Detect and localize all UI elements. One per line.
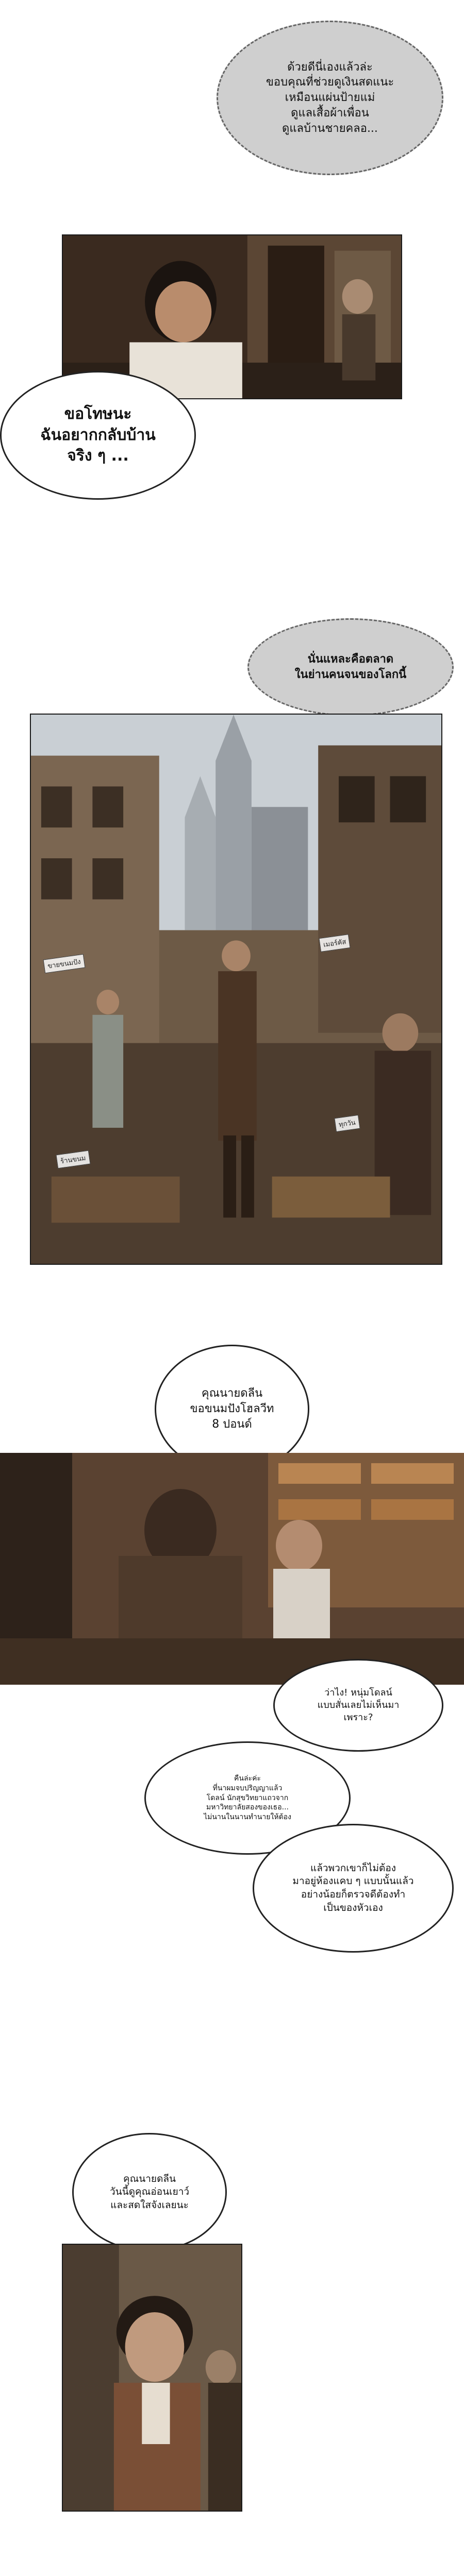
- market-street-illustration: [31, 715, 441, 1264]
- panel-bakery-counter: [0, 1453, 464, 1685]
- speech-bubble-2: [0, 371, 196, 500]
- speech-bubble-3: [247, 618, 454, 716]
- sfx-label-2: เมอร์คัส: [319, 934, 351, 952]
- speech-text-3: นั่นแหละคือตลาด ในย่านคนจนของโลกนี้: [294, 653, 407, 681]
- speech-text-7: แล้วพวกเขาก็ไม่ต้อง มาอยู่ห้องแคบ ๆ แบบนั้นแล้ว อย่างน้อยก็ตรวจดีต้องทำ เป็นของหัวเอง: [292, 1862, 414, 1913]
- speech-text-4: คุณนายดลีน ขอขนมปังโฮลวีท 8 ปอนด์: [190, 1387, 274, 1431]
- sfx-label-4: ทุกวัน: [334, 1115, 360, 1132]
- speech-text-2: ขอโทษนะ ฉันอยากกลับบ้าน จริง ๆ ...: [40, 405, 156, 465]
- speech-bubble-7: [253, 1824, 454, 1953]
- panel-boy-portrait: [62, 2244, 242, 2512]
- speech-bubble-5: [273, 1659, 443, 1752]
- speech-text-8: คุณนายดลีน วันนี้ดูคุณอ่อนเยาว์ และสดใสจังเลยนะ: [109, 2173, 190, 2211]
- speech-bubble-1: [217, 21, 443, 175]
- boy-portrait-illustration: [63, 2245, 241, 2511]
- speech-text-6: คืนล่ะค่ะ ที่นาผมจบปริญญาแล้ว โดลน์ นักสุขวิทยาแถวจาก มหาวิทยาลัยสองของเธอ... ไม่นานในนานทำนายให้ต้อง: [204, 1774, 291, 1822]
- speech-bubble-8: [72, 2133, 227, 2251]
- bakery-counter-illustration: [0, 1453, 464, 1685]
- speech-text-5: ว่าไง! หนุ่มโดลน์ แบบสั่นเลยไม่เห็นมา เพราะ?: [317, 1687, 400, 1723]
- speech-text-1: ด้วยดีนี่เองแล้วล่ะ ขอบคุณที่ช่วยดูเงินสดแนะ เหมือนแผ่นป้ายแม่ ดูแลเสื้อผ้าเพื่อน ดูแลบ้านชายคลอ...: [266, 60, 394, 135]
- panel-market-street: [30, 714, 442, 1265]
- sfx-label-1: ขายขนมปัง: [43, 954, 86, 974]
- sfx-label-3: ร้านขนม: [56, 1150, 90, 1169]
